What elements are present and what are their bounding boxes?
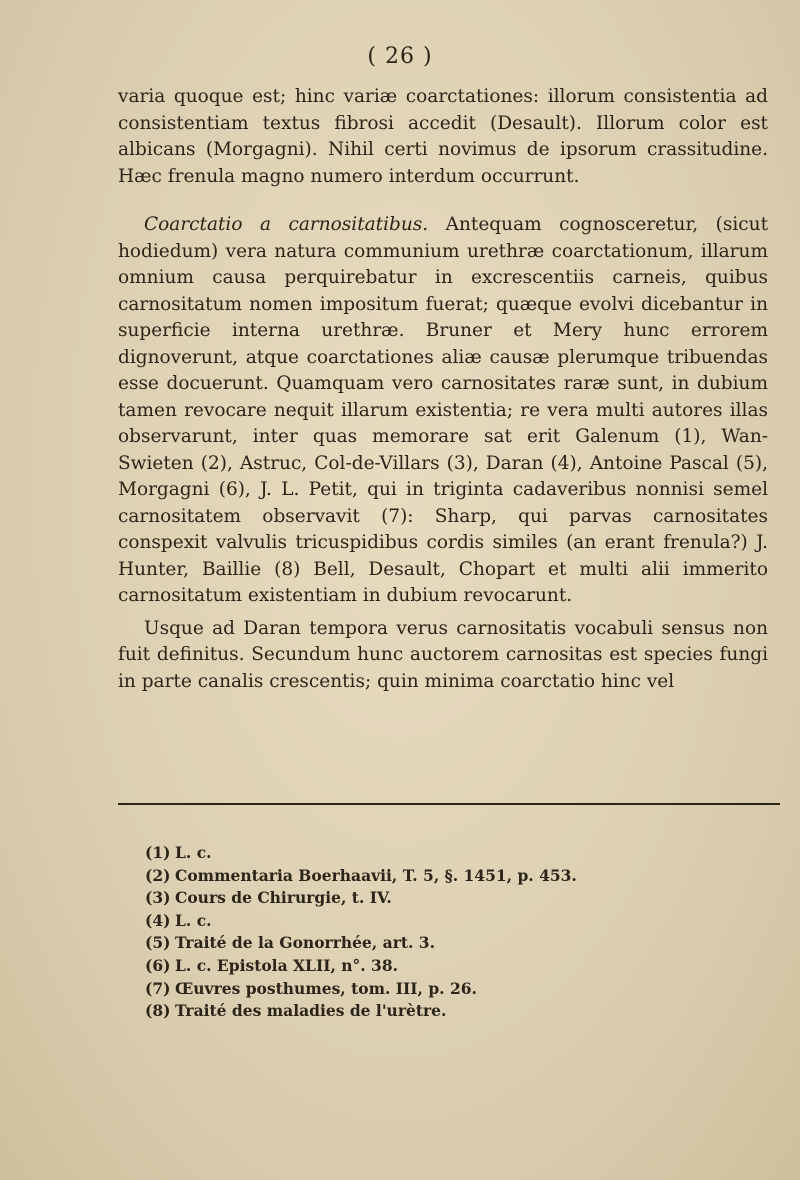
paragraph-1: varia quoque est; hinc variæ coarctationes: illorum consistentia ad consistentiam textus fibrosi accedit (Desault). Illorum color est albicans (Morgagni). Nihil certi novimus de ipsorum crassitudine. Hæc frenula magno numero interdum occurrunt. [118,86,768,187]
footnotes [145,842,745,1023]
footnote-1: (1) L. c. [145,843,212,862]
section-heading: Coarctatio a carnositatibus. [144,214,429,235]
footnote-4: (4) L. c. [145,910,212,930]
footnote-8: (8) Traité des maladies de l'urètre. [145,1001,447,1021]
footnote-6: (6) L. c. Epistola XLII, n°. 38. [145,955,399,975]
paragraph-2: Coarctatio a carnositatibus. Antequam cognosceretur, (sicut hodiedum) vera natura communium urethræ coarctationum, illarum omnium causa perquirebatur in excrescentiis carneis, quibus carnositatum nomen impositum fuerat; quæque evolvi dicebantur in superficie interna urethræ. Bruner et Mery hunc errorem dignoverunt, atque coarctationes aliæ causæ plerumque tribuendas esse docuerunt. Quamquam vero carnositates raræ sunt, in dubium tamen revocare nequit illarum existentia; re vera multi autores illas observarunt, inter quas memorare sat erit Galenum (1), Wan-Swieten (2), Astruc, Col-de-Villars (3), Daran (4), Antoine Pascal (5), Morgagni (6), J. L. Petit, qui in triginta cadaveribus nonnisi semel carnositatem observavit (7): Sharp, qui parvas carnositates conspexit valvulis tricuspidibus cordis similes (an erant frenula?) J. Hunter, Baillie (8) Bell, Desault, Chopart et multi alii immerito carnositatum existentiam in dubium revocarunt. [118,214,769,606]
footnote-2: (2) Commentaria Boerhaavii, T. 5, §. 1451, p. 453. [145,865,577,885]
footnote-3: (3) Cours de Chirurgie, t. IV. [145,888,392,908]
footnote-divider [118,803,780,805]
page-number: ( 26 ) [367,44,433,69]
paragraph-3: Usque ad Daran tempora verus carnositatis vocabuli sensus non fuit definitus. Secundum hunc auctorem carnositas est species fungi in parte canalis crescentis; quin minima coarctatio hinc vel [118,617,768,692]
footnote-7: (7) Œuvres posthumes, tom. III, p. 26. [145,978,477,998]
main-text [118,84,768,695]
footnote-5: (5) Traité de la Gonorrhée, art. 3. [145,933,435,953]
